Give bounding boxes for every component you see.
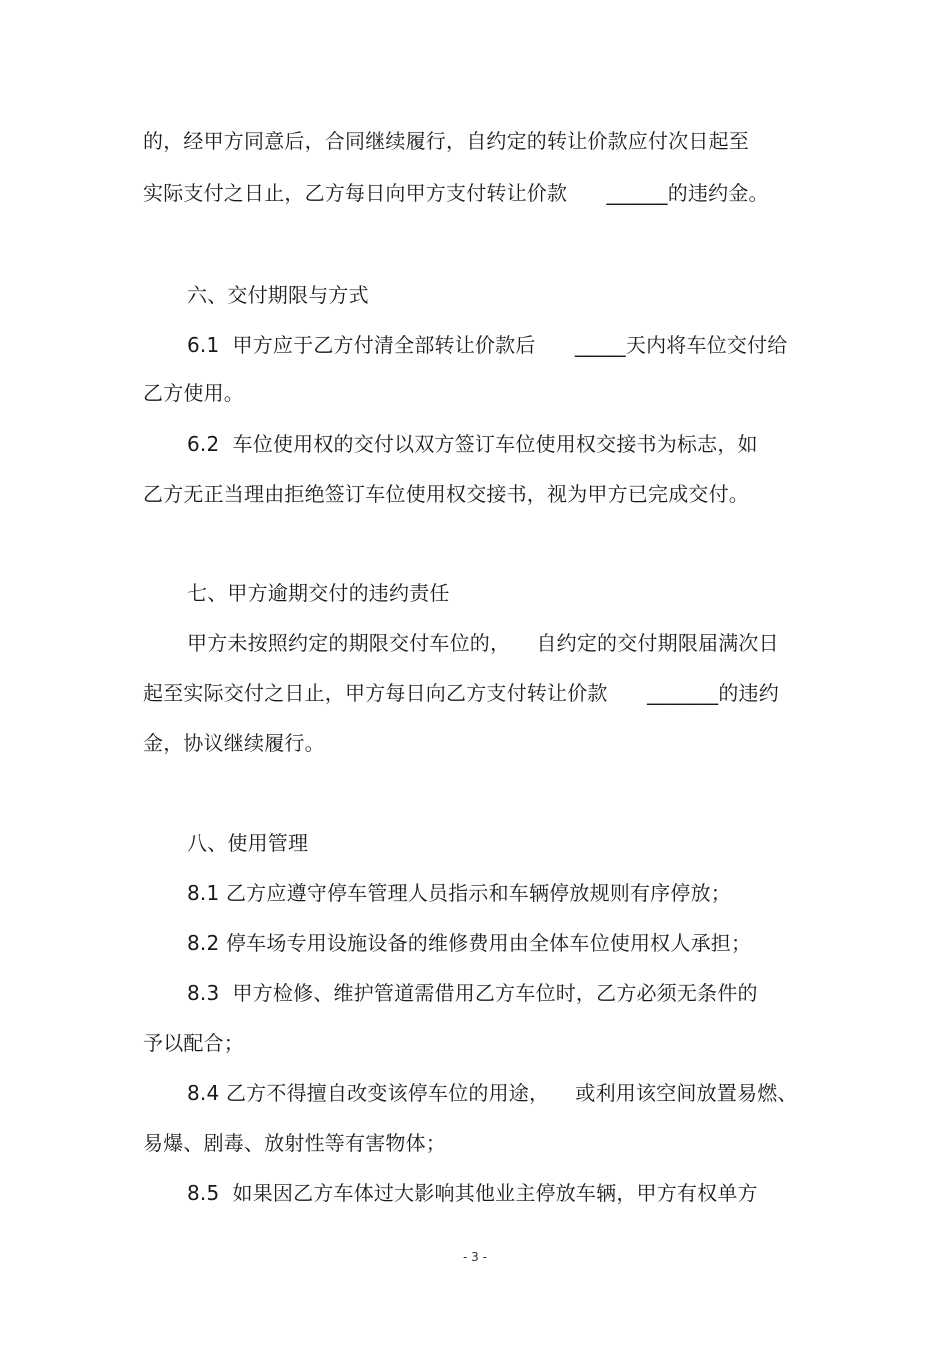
clause-text-line: 6.1 甲方应于乙方付清全部转让价款后 _____天内将车位交付给 — [187, 333, 788, 357]
clause-text-line: 8.3 甲方检修、维护管道需借用乙方车位时，乙方必须无条件的 — [187, 981, 758, 1005]
body-text-line: 金，协议继续履行。 — [143, 731, 325, 755]
section-heading: 六、交付期限与方式 — [187, 283, 369, 307]
body-text-line: 实际支付之日止，乙方每日向甲方支付转让价款 ______的违约金。 — [143, 181, 769, 205]
clause-text-line: 8.5 如果因乙方车体过大影响其他业主停放车辆，甲方有权单方 — [187, 1181, 758, 1205]
clause-text-line: 8.2 停车场专用设施设备的维修费用由全体车位使用权人承担； — [187, 931, 752, 955]
body-text-line: 甲方未按照约定的期限交付车位的， 自约定的交付期限届满次日 — [187, 631, 779, 655]
body-text-line: 的，经甲方同意后，合同继续履行，自约定的转让价款应付次日起至 — [143, 129, 749, 153]
body-text-line: 起至实际交付之日止，甲方每日向乙方支付转让价款 _______的违约 — [143, 681, 779, 705]
body-text-line: 乙方无正当理由拒绝签订车位使用权交接书，视为甲方已完成交付。 — [143, 482, 749, 506]
body-text-line: 易爆、剧毒、放射性等有害物体； — [143, 1131, 446, 1155]
section-heading: 七、甲方逾期交付的违约责任 — [187, 581, 450, 605]
body-text-line: 予以配合； — [143, 1031, 244, 1055]
clause-text-line: 6.2 车位使用权的交付以双方签订车位使用权交接书为标志，如 — [187, 432, 758, 456]
section-heading: 八、使用管理 — [187, 831, 309, 855]
clause-text-line: 8.1 乙方应遵守停车管理人员指示和车辆停放规则有序停放； — [187, 881, 731, 905]
body-text-line: 乙方使用。 — [143, 381, 244, 405]
clause-text-line: 8.4 乙方不得擅自改变该停车位的用途， 或利用该空间放置易燃、 — [187, 1081, 798, 1105]
page-number: - 3 - — [463, 1250, 487, 1264]
